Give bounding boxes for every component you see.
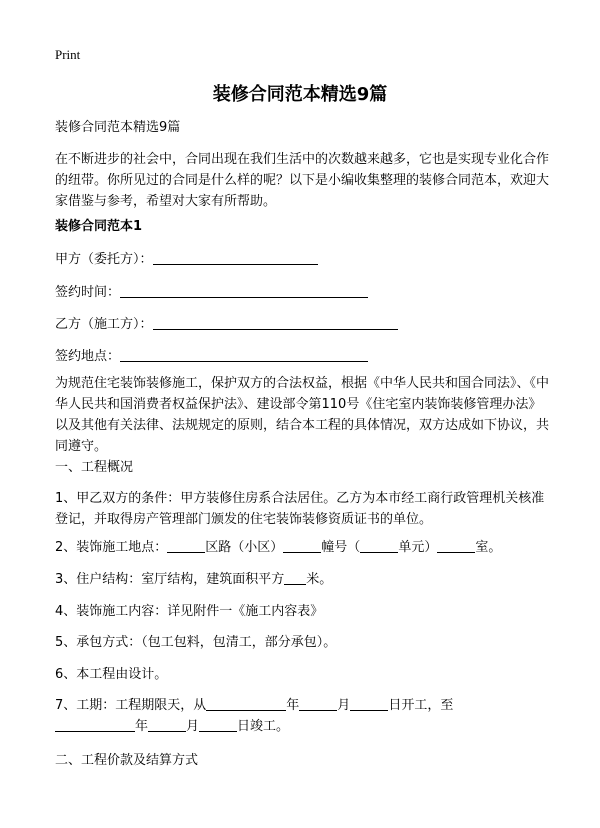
item-2-unit: 单元） bbox=[398, 540, 438, 555]
building-blank[interactable] bbox=[283, 538, 321, 553]
item-7-year: 年 bbox=[286, 698, 300, 713]
sign-place-blank[interactable] bbox=[120, 347, 368, 362]
item-7-year2: 年 bbox=[135, 719, 149, 734]
party-a-blank[interactable] bbox=[153, 250, 318, 265]
area-blank[interactable] bbox=[284, 570, 306, 585]
item-7-end: 日竣工。 bbox=[237, 719, 290, 734]
part2-heading: 二、工程价款及结算方式 bbox=[55, 753, 199, 768]
item-2-room: 室。 bbox=[475, 540, 502, 555]
item-7-month: 月 bbox=[337, 698, 351, 713]
item-2-prefix: 2、装饰施工地点： bbox=[55, 540, 168, 555]
subtitle: 装修合同范本精选9篇 bbox=[55, 120, 181, 135]
page-title: 装修合同范本精选9篇 bbox=[212, 84, 388, 105]
item-7-prefix: 7、工期：工程期限天，从 bbox=[55, 698, 207, 713]
item-7 bbox=[55, 695, 550, 737]
sign-place-field bbox=[55, 346, 368, 367]
district-blank[interactable] bbox=[167, 538, 205, 553]
item-3 bbox=[55, 569, 332, 590]
section-heading: 装修合同范本1 bbox=[55, 219, 143, 234]
unit-blank[interactable] bbox=[360, 538, 398, 553]
item-7-start: 日开工，至 bbox=[388, 698, 454, 713]
item-2 bbox=[55, 537, 501, 558]
sign-time-label: 签约时间： bbox=[55, 285, 121, 300]
item-3-suffix: 米。 bbox=[306, 572, 333, 587]
intro-paragraph: 在不断进步的社会中，合同出现在我们生活中的次数越来越多，它也是实现专业化合作的纽带。你所见过的合同是什么样的呢？以下是小编收集整理的装修合同范本，欢迎大家借鉴与参考，希望对大家有所帮助。 bbox=[55, 152, 550, 209]
item-1: 1、甲乙双方的条件：甲方装修住房系合法居住。乙方为本市经工商行政管理机关核准登记，并取得房产管理部门颁发的住宅装饰装修资质证书的单位。 bbox=[55, 491, 545, 527]
part1-heading: 一、工程概况 bbox=[55, 460, 134, 475]
end-month-blank[interactable] bbox=[148, 717, 186, 732]
party-a-label: 甲方（委托方）： bbox=[55, 252, 153, 267]
item-2-district: 区路（小区） bbox=[205, 540, 284, 555]
preamble-paragraph: 为规范住宅装饰装修施工，保护双方的合法权益，根据《中华人民共和国合同法》、《中华人民共和国消费者权益保护法》、建设部令第110号《住宅室内装饰装修管理办法》以及其他有关法律、法规规定的原则，结合本工程的具体情况，双方达成如下协议，共同遵守。 bbox=[55, 376, 550, 454]
item-7-month2: 月 bbox=[186, 719, 200, 734]
end-day-blank[interactable] bbox=[199, 717, 237, 732]
end-year-blank[interactable] bbox=[55, 717, 135, 732]
item-3-prefix: 3、住户结构：室厅结构，建筑面积平方 bbox=[55, 572, 285, 587]
start-year-blank[interactable] bbox=[206, 696, 286, 711]
item-4: 4、装饰施工内容：详见附件一《施工内容表》 bbox=[55, 604, 324, 619]
party-b-blank[interactable] bbox=[153, 315, 398, 330]
party-b-field bbox=[55, 314, 398, 335]
sign-place-label: 签约地点： bbox=[55, 349, 121, 364]
start-month-blank[interactable] bbox=[299, 696, 337, 711]
party-b-label: 乙方（施工方）： bbox=[55, 317, 153, 332]
print-label: Print bbox=[55, 47, 81, 62]
item-5: 5、承包方式：（包工包料，包清工，部分承包）。 bbox=[55, 635, 337, 650]
start-day-blank[interactable] bbox=[350, 696, 388, 711]
item-2-building: 幢号（ bbox=[321, 540, 361, 555]
sign-time-blank[interactable] bbox=[120, 283, 368, 298]
item-6: 6、本工程由设计。 bbox=[55, 667, 168, 682]
sign-time-field bbox=[55, 282, 368, 303]
room-blank[interactable] bbox=[437, 538, 475, 553]
party-a-field bbox=[55, 249, 318, 270]
